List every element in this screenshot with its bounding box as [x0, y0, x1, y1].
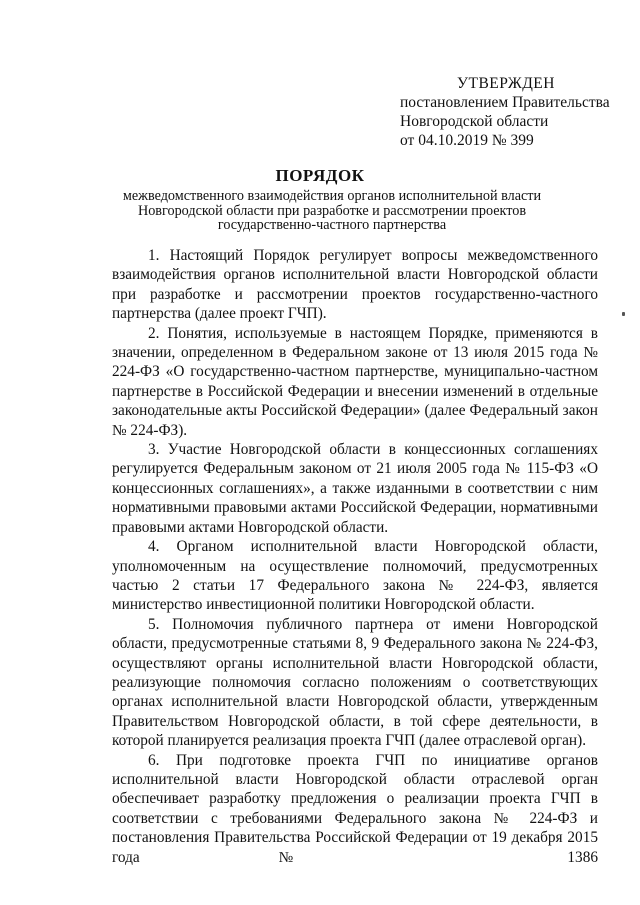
subtitle-line-2: Новгородской области при разработке и рассмотрении проектов [137, 202, 527, 219]
paragraph-1: 1. Настоящий Порядок регулирует вопросы межведомственного взаимодействия органов исполнительной власти Новгородской области при разработке и рассмотрении проектов государственно-частного партнерства (далее проект ГЧП). [112, 247, 598, 323]
paragraph-2: 2. Понятия, используемые в настоящем Порядке, применяются в значении, определенном в Федеральном законе от 13 июля 2015 года № 224-ФЗ «О государственно-частном партнерстве, муниципально-частном партнерстве в Российской Федерации и внесении изменений в отдельные законодательные акты Российской Федерации» (далее Федеральный закон № 224-ФЗ). [112, 324, 598, 439]
paragraph-6: 6. При подготовке проекта ГЧП по инициативе органов исполнительной власти Новгородской области отраслевой орган обеспечивает разработку предложения о реализации проекта ГЧП в соответствии с требованиями Федерального закона № 224-ФЗ и постановления Правительства Российской Федерации от 19 декабря 2015 года № 1386 [112, 751, 598, 866]
paragraph-4: 4. Органом исполнительной власти Новгородской области, уполномоченным на осуществление полномочий, предусмотренных частью 2 статьи 17 Федерального закона № 224-ФЗ, является министерство инвестиционной политики Новгородской области. [112, 538, 598, 614]
approval-stamp [400, 74, 620, 150]
document-body [112, 246, 598, 867]
document-title: ПОРЯДОК [275, 166, 365, 185]
paragraph-3: 3. Участие Новгородской области в концессионных соглашениях регулируется Федеральным законом от 21 июля 2005 года № 115-ФЗ «О концессионных соглашениях», а также изданными в соответствии с ним нормативными правовыми актами Российской Федерации, нормативными правовыми актами Новгородской области. [112, 441, 598, 536]
approval-line-2: Новгородской области [400, 113, 549, 130]
approval-title: УТВЕРЖДЕН [457, 75, 555, 92]
approval-line-3: от 04.10.2019 № 399 [400, 132, 534, 149]
scan-speck [622, 312, 625, 316]
subtitle-line-3: государственно-частного партнерства [217, 217, 447, 233]
subtitle-line-1: межведомственного взаимодействия органов исполнительной власти [122, 188, 542, 204]
paragraph-5: 5. Полномочия публичного партнера от имени Новгородской области, предусмотренные статьями 8, 9 Федерального закона № 224-ФЗ, осуществляют органы исполнительной власти Новгородской области, реализующие полномочия согласно положениям о соответствующих органах исполнительной власти Новгородской области, утвержденным Правительством Новгородской области, в той сфере деятельности, в которой планируется реализация проекта ГЧП (далее отраслевой орган). [112, 615, 598, 750]
approval-line-1: постановлением Правительства [400, 94, 610, 111]
document-subtitle [120, 189, 544, 233]
